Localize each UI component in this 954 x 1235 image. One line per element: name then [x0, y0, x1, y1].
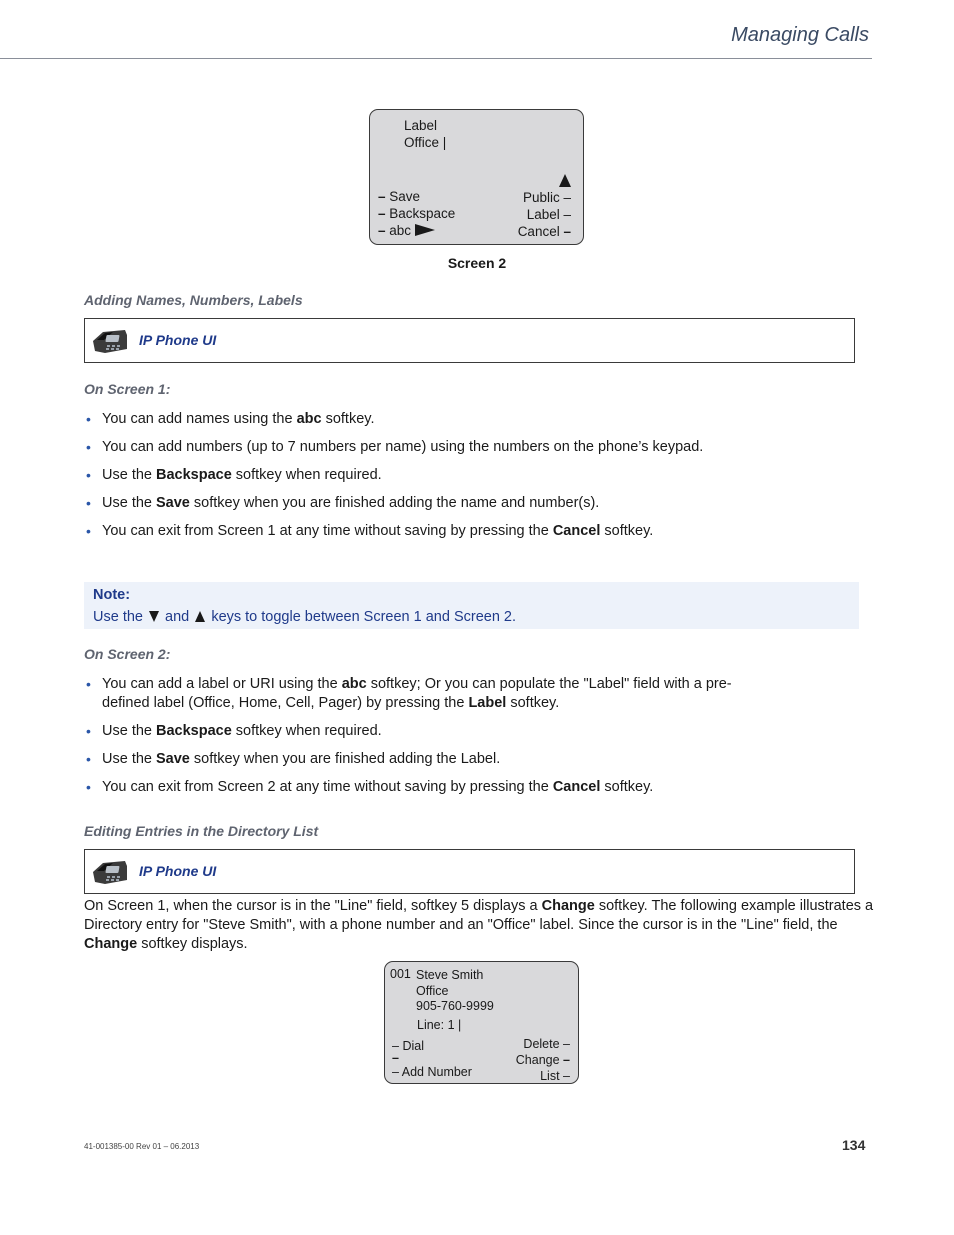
list-item: • You can add numbers (up to 7 numbers per name) using the numbers on the phone’s keypad.: [84, 438, 874, 457]
ip-phone-ui-label: IP Phone UI: [139, 332, 217, 348]
softkey-backspace[interactable]: – Backspace: [378, 206, 456, 221]
softkey-abc[interactable]: – abc: [378, 223, 435, 238]
lcd-label-title: Label: [404, 118, 438, 133]
arrow-down-icon: [149, 611, 159, 622]
softkey-cancel[interactable]: Cancel –: [517, 224, 571, 239]
ip-phone-ui-box: [84, 318, 855, 363]
scroll-up-icon: [559, 174, 571, 190]
section-heading-adding: Adding Names, Numbers, Labels: [84, 292, 303, 308]
softkey-list[interactable]: List –: [540, 1069, 570, 1083]
footer-doc-id: 41-001385-00 Rev 01 – 06.2013: [84, 1142, 200, 1151]
softkey-dial[interactable]: – Dial: [392, 1039, 424, 1053]
entry-line: Line: 1 |: [417, 1018, 462, 1032]
phone-icon: [91, 858, 129, 891]
page-number: 134: [842, 1137, 866, 1153]
list-item: • You can exit from Screen 2 at any time without saving by pressing the Cancel softkey.: [84, 778, 874, 797]
lcd-directory-screen: [384, 961, 579, 1084]
softkey-public[interactable]: Public –: [522, 190, 571, 205]
entry-number: 905-760-9999: [416, 999, 494, 1013]
softkey-add-number[interactable]: – Add Number: [392, 1065, 472, 1079]
softkey-save[interactable]: – Save: [378, 189, 421, 204]
arrow-up-icon: [195, 611, 205, 622]
list-item: • You can add names using the abc softkey.: [84, 410, 874, 429]
softkey-label[interactable]: Label –: [526, 207, 571, 222]
ip-phone-ui-box: [84, 849, 855, 894]
lcd-screen-2: [369, 109, 584, 245]
on-screen-2-heading: On Screen 2:: [84, 646, 171, 662]
entry-label: Office: [416, 984, 449, 998]
entry-index: 001: [390, 967, 411, 981]
list-item: • Use the Backspace softkey when required.: [84, 722, 874, 741]
softkey-change[interactable]: Change –: [515, 1053, 570, 1067]
list-item: • You can exit from Screen 1 at any time without saving by pressing the Cancel softkey.: [84, 522, 874, 541]
list-item: • Use the Backspace softkey when required.: [84, 466, 874, 485]
screen2-bullet-list: [84, 675, 874, 806]
section-heading-editing: Editing Entries in the Directory List: [84, 823, 319, 839]
figure-caption: Screen 2: [447, 255, 507, 271]
on-screen-1-heading: On Screen 1:: [84, 381, 171, 397]
note-box: [84, 582, 859, 629]
softkey-blank[interactable]: –: [392, 1051, 399, 1065]
note-title: Note:: [93, 587, 131, 603]
ip-phone-ui-label: IP Phone UI: [139, 863, 217, 879]
entry-name: Steve Smith: [416, 968, 484, 982]
arrow-right-icon: [415, 224, 435, 236]
list-item: • Use the Save softkey when you are finished adding the name and number(s).: [84, 494, 874, 513]
note-body: Use the and keys to toggle between Screen 1 and Screen 2.: [93, 609, 517, 625]
phone-icon: [91, 327, 129, 360]
softkey-delete[interactable]: Delete –: [523, 1037, 570, 1051]
page-header-title: Managing Calls: [731, 24, 869, 46]
editing-paragraph: On Screen 1, when the cursor is in the "Line" field, softkey 5 displays a Change softkey. The following example illustrates a Directory entry for "Steve Smith", with a phone number and an "Office" label. Since the cursor is in the "Line" field, the Change softkey displays.: [84, 898, 874, 952]
header-divider: [0, 58, 872, 59]
list-item: • Use the Save softkey when you are finished adding the Label.: [84, 750, 874, 769]
list-item: • You can add a label or URI using the abc softkey; Or you can populate the "Label" field with a pre- defined label (Office, Home, Cell, Pager) by pressing the Label softkey.: [84, 675, 874, 713]
lcd-label-value: Office |: [404, 135, 447, 150]
screen1-bullet-list: [84, 410, 874, 550]
